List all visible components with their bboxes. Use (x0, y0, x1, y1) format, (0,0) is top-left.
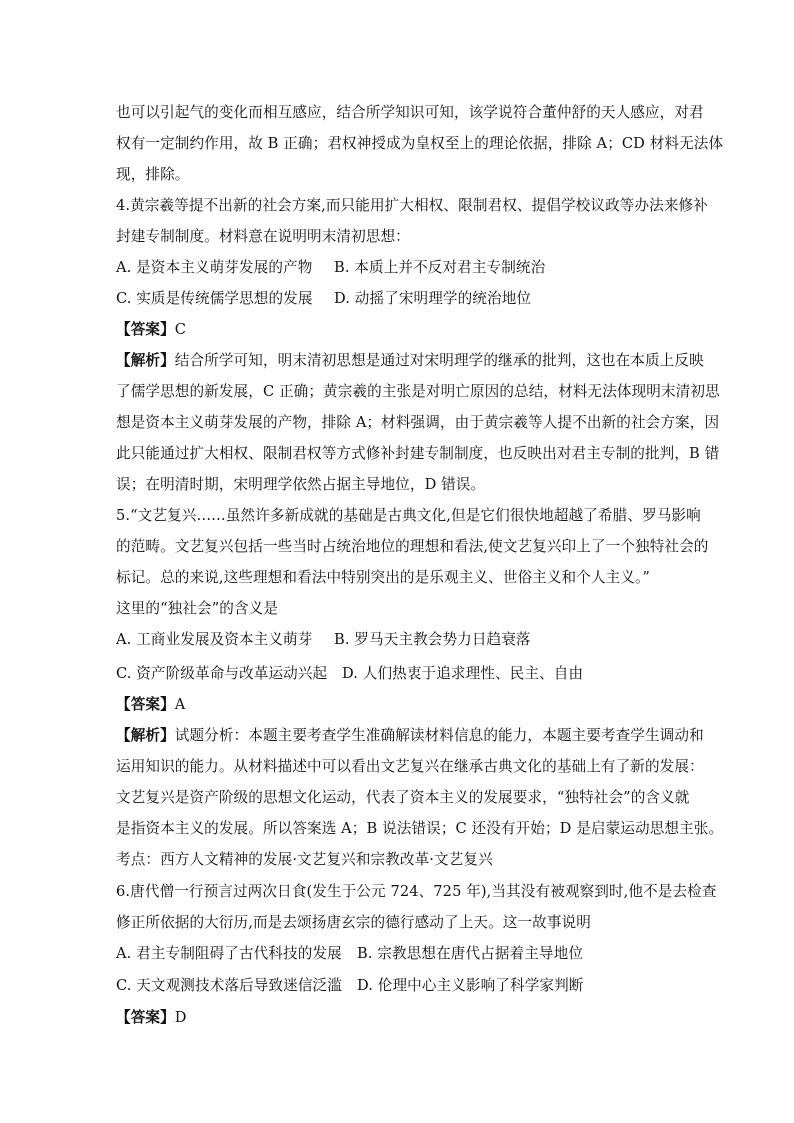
q5-option-b: B. 罗马天主教会势力日趋衰落 (334, 631, 531, 648)
q5-analysis-line-3: 文艺复兴是资产阶级的思想文化运动，代表了资本主义的发展要求，“独特社会”的含义就 (116, 789, 690, 806)
q6-stem-line-1: 6.唐代僧一行预言过两次日食(发生于公元 724、725 年),当其没有被观察到时,他不是去检查 (116, 883, 717, 900)
q5-stem-line-3: 标记。总的来说,这些理想和看法中特别突出的是乐观主义、世俗主义和个人主义。” (116, 569, 650, 586)
q4-option-a: A. 是资本主义萌芽发展的产物 (116, 259, 313, 276)
q5-analysis-line-4: 是指资本主义的发展。所以答案选 A；B 说法错误；C 还没有开始；D 是启蒙运动思想主张。 (116, 820, 724, 837)
q5-analysis-label: 【解析】 (116, 727, 175, 744)
q5-stem-line-2: 的范畴。文艺复兴包括一些当时占统治地位的理想和看法,使文艺复兴印上了一个独特社会的 (116, 538, 709, 555)
q4-analysis-label: 【解析】 (116, 352, 175, 369)
q6-answer-value: D (174, 1009, 187, 1026)
q6-answer (116, 1008, 696, 1028)
q4-analysis-line-3: 想是资本主义萌芽发展的产物，排除 A；材料强调，由于黄宗羲等人提不出新的社会方案，因 (116, 414, 720, 431)
q5-analysis-line-2: 运用知识的能力。从材料描述中可以看出文艺复兴在继承古典文化的基础上有了新的发展： (116, 758, 704, 775)
q6-stem-line-2: 修正所依据的大衍历,而是去颂扬唐玄宗的德行感动了上天。这一故事说明 (116, 914, 591, 931)
q5-answer-label: 【答案】 (116, 696, 175, 713)
q3-analysis-line-1: 也可以引起气的变化而相互感应，结合所学知识可知，该学说符合董仲舒的天人感应，对君 (116, 104, 704, 121)
q6-option-b: B. 宗教思想在唐代占据着主导地位 (357, 945, 584, 962)
q5-option-c: C. 资产阶级革命与改革运动兴起 (116, 665, 328, 682)
q6-option-d: D. 伦理中心主义影响了科学家判断 (357, 977, 584, 994)
q4-answer-label: 【答案】 (116, 321, 175, 338)
q4-answer-value: C (174, 321, 187, 338)
q4-option-c: C. 实质是传统儒学思想的发展 (116, 290, 313, 307)
q4-option-d: D. 动摇了宋明理学的统治地位 (334, 290, 532, 307)
q4-analysis-text-1: 结合所学可知，明末清初思想是通过对宋明理学的继承的批判，这也在本质上反映 (174, 352, 704, 369)
q6-option-a: A. 君主专制阻碍了古代科技的发展 (116, 945, 342, 962)
q3-analysis-line-3: 现，排除。 (116, 166, 190, 183)
q5-option-d: D. 人们热衷于追求理性、民主、自由 (342, 665, 584, 682)
q5-answer-value: A (174, 696, 186, 713)
q6-answer-label: 【答案】 (116, 1009, 175, 1026)
q4-stem-line-2: 封建专制制度。材料意在说明明末清初思想： (116, 228, 410, 245)
q4-stem-line-1: 4.黄宗羲等提不出新的社会方案,而只能用扩大相权、限制君权、提倡学校议政等办法来修补 (116, 197, 708, 214)
q5-kaodian: 考点：西方人文精神的发展·文艺复兴和宗教改革·文艺复兴 (116, 851, 493, 868)
q4-analysis-line-1 (116, 351, 704, 371)
q4-option-b: B. 本质上并不反对君主专制统治 (334, 259, 546, 276)
q5-option-a: A. 工商业发展及资本主义萌芽 (116, 631, 313, 648)
q5-stem-line-4: 这里的“独社会”的含义是 (116, 600, 279, 617)
q5-answer (116, 695, 696, 715)
q4-analysis-line-2: 了儒学思想的新发展，C 正确；黄宗羲的主张是对明亡原因的总结，材料无法体现明末清初思 (116, 383, 720, 400)
q5-stem-line-1: 5.“文艺复兴……虽然许多新成就的基础是古典文化,但是它们很快地超越了希腊、罗马影响 (116, 507, 701, 524)
q4-answer (116, 320, 696, 340)
q3-analysis-line-2: 权有一定制约作用，故 B 正确；君权神授成为皇权至上的理论依据，排除 A；CD 材料无法体 (116, 135, 724, 152)
q4-analysis-line-5: 误；在明清时期，宋明理学依然占据主导地位，D 错误。 (116, 476, 486, 493)
q6-option-c: C. 天文观测技术落后导致迷信泛滥 (116, 977, 342, 994)
q5-analysis-line-1 (116, 726, 704, 746)
q4-analysis-line-4: 此只能通过扩大相权、限制君权等方式修补封建专制制度，也反映出对君主专制的批判，B 错 (116, 445, 720, 462)
q5-analysis-text-1: 试题分析：本题主要考查学生准确解读材料信息的能力，本题主要考查学生调动和 (174, 727, 704, 744)
